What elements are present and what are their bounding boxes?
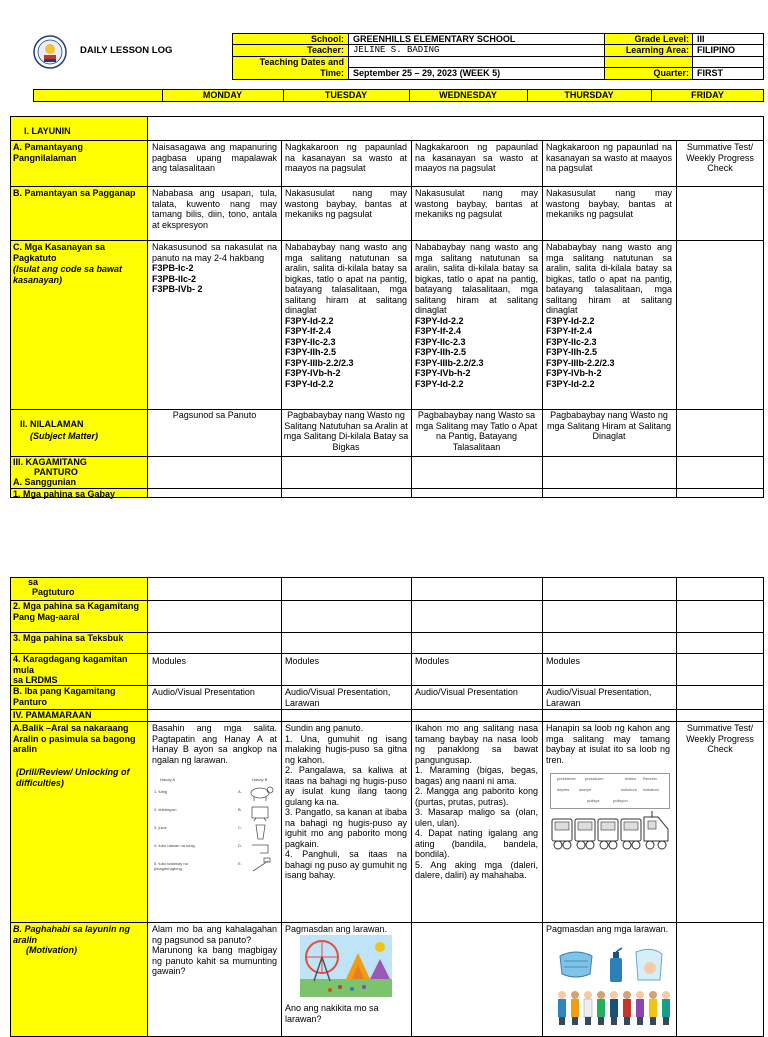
school-label: School: <box>311 34 344 44</box>
code-line: F3PY-IIIb-2.2/2.3 <box>546 357 615 368</box>
dates-label-line2: Time: <box>320 68 344 78</box>
row-iba-pang-label: B. Iba pang Kagamitang Panturo <box>13 686 116 707</box>
code-line: F3PY-Id-2.2 <box>546 378 595 389</box>
row-lrdms-label: 4. Karagdagang kagamitan mula sa LRDMS <box>13 654 128 685</box>
quarter-label: Quarter: <box>653 68 689 78</box>
word: kulkalum <box>643 787 659 792</box>
row-paghahabi-monday: Alam mo ba ang kahalagahan ng pagsunod sa panuto? Marunong ka bang magbigay ng panuto kahit sa mumunting gawain? <box>152 924 277 976</box>
row-c-monday-text: Nakasusunod sa nakasulat na panuto na may 2-4 hakbang <box>152 242 277 263</box>
row-c-monday <box>152 242 277 295</box>
code-line: F3PY-IIh-2.5 <box>415 347 467 357</box>
row-kagamitan-label-1: III. KAGAMITANG <box>13 457 87 467</box>
hanay-b-heading: Hanay B <box>252 777 268 782</box>
code-line: F3PY-IIh-2.5 <box>546 347 598 357</box>
code-line: F3PY-Id-2.2 <box>415 378 464 389</box>
row-lrdms-monday: Modules <box>152 656 187 666</box>
row-kagamitang-mag-aaral-label: 2. Mga pahina sa Kagamitang Pang Mag-aaral <box>13 601 140 622</box>
day-wednesday: WEDNESDAY <box>439 90 497 100</box>
quarter-value: FIRST <box>697 68 723 78</box>
people-picture <box>556 989 670 1025</box>
word: presidvum <box>585 776 604 781</box>
day-thursday: THURSDAY <box>564 90 614 100</box>
code-line: F3PY-If-2.4 <box>546 326 593 336</box>
row-c-wednesday <box>415 242 538 389</box>
row-a-friday: Summative Test/ Weekly Progress Check <box>686 142 754 173</box>
code-line: F3PY-If-2.4 <box>285 326 332 336</box>
code-line: F3PY-IVb-h-2 <box>415 368 471 378</box>
row-iba-pang-wednesday: Audio/Visual Presentation <box>415 687 518 697</box>
row-a-label: A. Pamantayang Pangnilalaman <box>13 142 84 163</box>
pipe-picture <box>252 845 268 853</box>
code-line: F3PY-Id-2.2 <box>546 315 595 326</box>
row-nilalaman-thursday: Pagbabaybay nang Wasto ng mga Salitang Hiram at Salitang Dinaglat <box>546 410 672 441</box>
dates-label-line1: Teaching Dates and <box>259 57 344 67</box>
row-a-thursday: Nagkakaroon ng papaunlad na kasanayan sa wasto at maayos na pagsulat <box>546 142 672 173</box>
word: pulisya <box>587 798 600 803</box>
row-iba-pang-monday: Audio/Visual Presentation <box>152 687 255 697</box>
row-gabay-label: 1. Mga pahina sa Gabay <box>13 489 116 499</box>
row-kagamitan-label-2: PANTURO <box>34 467 78 477</box>
code-line: F3PB-IIc-2 <box>152 273 197 284</box>
row-teksbuk-label: 3. Mga pahina sa Teksbuk <box>13 633 124 643</box>
matching-letter: A. <box>238 789 242 794</box>
hanay-a-heading: Hanay A <box>160 777 176 782</box>
carnival-picture <box>300 935 392 997</box>
row-balik-aral-monday: Basahin ang mga salita. Pagtapatin ang Hanay A at Hanay B ayon sa angkop na ngalan ng larawan. <box>152 723 277 765</box>
row-nilalaman-sub: (Subject Matter) <box>30 431 99 441</box>
matching-item: 1. tubig <box>154 789 168 794</box>
section-pamamaraan: IV. PAMAMARAAN <box>13 710 92 720</box>
row-c-tuesday-text: Nababaybay nang wasto ang mga salitang natutunan sa aralin, salita di-kilala batay sa bigkas, tatlo o apat na pantig, batayang talasalitaan, mga salitang hiram at salitang dinaglat <box>285 242 407 315</box>
day-monday: MONDAY <box>202 90 243 100</box>
document-title: DAILY LESSON LOG <box>80 45 173 56</box>
tool-picture <box>253 858 270 871</box>
matching-pictures <box>244 783 276 875</box>
tv-picture <box>252 807 268 821</box>
matching-item: 3. juice <box>154 825 167 830</box>
row-a-wednesday: Nagkakaroon ng papaunlad na kasanayan sa wasto at maayos na pagsulat <box>415 142 538 173</box>
word: Recrelo <box>643 776 657 781</box>
row-balik-aral-wednesday: Ikahon mo ang salitang nasa tamang baybay na nasa loob ng panaklong sa bawat pangungusap. 1. Maraming (bigas, begas, bagas) ang naani ni ama. 2. Mangga ang paborito kong (purtas, prutas, putras). 3. Masarap maligo sa (olan, ulen, ulan). 4. Dapat nating igalang ang ating (bandila, bandela, bondila). 5. Ang aking mga (daleri, dalere, daliri) ay mahahaba. <box>415 723 538 880</box>
row-gabay-cont-1: sa <box>28 577 39 587</box>
grade-label: Grade Level: <box>634 34 689 44</box>
row-c-thursday <box>546 242 672 389</box>
row-lrdms-tuesday: Modules <box>285 656 320 666</box>
matching-letter: E. <box>238 861 242 866</box>
row-gabay-cont-2: Pagtuturo <box>32 587 75 597</box>
header-info-grid <box>232 33 764 80</box>
row-paghahabi-label: B. Paghahabi sa layunin ng aralin <box>13 924 131 945</box>
row-b-thursday: Nakasusulat nang may wastong baybay, bantas at mekaniks ng pagsulat <box>546 188 672 219</box>
row-a-tuesday: Nagkakaroon ng papaunlad na kasanayan sa wasto at maayos na pagsulat <box>285 142 407 173</box>
row-c-thursday-text: Nababaybay nang wasto ang mga salitang natutunan sa aralin, salita di-kilala batay sa bigkas, tatlo o apat na pantig, batayang talasalitaan, mga salitang hiram at salitang dinaglat <box>546 242 672 315</box>
row-paghahabi-thursday: Pagmasdan ang mga larawan. <box>546 924 669 934</box>
row-nilalaman-wednesday: Pagbabaybay nang Wasto sa mga Salitang may Tatlo o Apat na Pantig, Batayang Talasalitaan <box>415 410 538 452</box>
deped-seal <box>33 35 67 69</box>
teacher-label: Teacher: <box>307 45 344 55</box>
row-balik-aral-thursday: Hanapin sa loob ng kahon ang mga salitang may tamang baybay at isulat ito sa loob ng tren. <box>546 723 670 765</box>
code-line: F3PY-IIh-2.5 <box>285 347 337 357</box>
day-friday: FRIDAY <box>691 90 724 100</box>
row-b-label: B. Pamantayan sa Pagganap <box>13 188 136 198</box>
matching-letter: B. <box>238 807 242 812</box>
glass-picture <box>256 825 265 839</box>
row-iba-pang-thursday: Audio/Visual Presentation, Larawan <box>546 687 652 708</box>
code-line: F3PY-IIIb-2.2/2.3 <box>285 357 354 368</box>
code-line: F3PY-IIIb-2.2/2.3 <box>415 357 484 368</box>
row-nilalaman-label: II. NILALAMAN <box>20 419 84 429</box>
row-balik-aral-label: A.Balik –Aral sa nakaraang Aralin o pasimula sa bagong aralin <box>13 723 136 754</box>
code-line: F3PB-IVb- 2 <box>152 284 203 294</box>
code-line: F3PY-Id-2.2 <box>285 315 334 326</box>
matching-letter: C. <box>238 825 242 830</box>
word: pulisyon <box>613 798 628 803</box>
teacher-value: JELINE S. BADING <box>353 45 440 55</box>
code-line: F3PY-IIc-2.3 <box>415 336 466 347</box>
row-c-label-sub: (Isulat ang code sa bawat kasanayan) <box>13 264 123 285</box>
matching-item: 2. telebisyon <box>154 807 177 812</box>
area-value: FILIPINO <box>697 45 735 55</box>
code-line: F3PY-If-2.4 <box>415 326 462 336</box>
matching-item: 4. tubo ulanan na tubig <box>154 843 195 848</box>
code-line: F3PY-IIc-2.3 <box>285 336 336 347</box>
train-illustration <box>550 811 672 853</box>
word: presidente <box>557 776 576 781</box>
matching-letter: D. <box>238 843 242 848</box>
section-layunin: I. LAYUNIN <box>24 126 71 136</box>
grade-value: III <box>697 34 705 44</box>
word: daerye <box>579 787 592 792</box>
dates-value: September 25 – 29, 2023 (WEEK 5) <box>353 68 501 78</box>
health-items-picture <box>556 946 666 986</box>
matching-item: 5. tubo kalamay na pinagdurugtong <box>154 861 188 871</box>
row-balik-aral-sub: (Drill/Review/ Unlocking of difficulties) <box>16 767 130 788</box>
code-line: F3PY-IVb-h-2 <box>285 368 341 378</box>
lesson-table-1 <box>10 116 764 498</box>
row-paghahabi-sub: (Motivation) <box>26 945 77 955</box>
row-lrdms-wednesday: Modules <box>415 656 450 666</box>
row-iba-pang-tuesday: Audio/Visual Presentation, Larawan <box>285 687 391 708</box>
row-paghahabi-tuesday: Pagmasdan ang larawan. <box>285 924 388 934</box>
days-row <box>33 89 764 102</box>
day-tuesday: TUESDAY <box>324 90 368 100</box>
row-balik-aral-friday: Summative Test/ Weekly Progress Check <box>686 723 754 754</box>
word: depres <box>557 787 570 792</box>
row-b-monday: Nababasa ang usapan, tula, talata, kuwento nang may tamang bilis, diin, tono, antala at ekspresyon <box>152 188 277 230</box>
row-paghahabi-tuesday-question: Ano ang nakikita mo sa larawan? <box>285 1003 379 1024</box>
row-nilalaman-monday: Pagsunod sa Panuto <box>172 410 257 420</box>
row-b-wednesday: Nakasusulat nang may wastong baybay, bantas at mekaniks ng pagsulat <box>415 188 538 219</box>
code-line: F3PB-Ic-2 <box>152 263 194 273</box>
code-line: F3PY-Id-2.2 <box>285 378 334 389</box>
row-c-wednesday-text: Nababaybay nang wasto ang mga salitang natutunan sa aralin, salita di-kilala batay sa bigkas, tatlo o apat na pantig, batayang talasalitaan, mga salitang hiram at salitang dinaglat <box>415 242 538 315</box>
lesson-table-2 <box>10 577 764 1037</box>
area-label: Learning Area: <box>625 45 689 55</box>
row-b-tuesday: Nakasusulat nang may wastong baybay, bantas at mekaniks ng pagsulat <box>285 188 407 219</box>
cow-picture <box>251 787 273 801</box>
row-kagamitan-label-3: A. Sanggunian <box>13 477 76 487</box>
row-lrdms-thursday: Modules <box>546 656 581 666</box>
word: doktor <box>625 776 637 781</box>
row-c-tuesday <box>285 242 407 389</box>
code-line: F3PY-IVb-h-2 <box>546 368 602 378</box>
word: kulkulum <box>621 787 637 792</box>
school-value: GREENHILLS ELEMENTARY SCHOOL <box>353 34 516 44</box>
row-a-monday: Naisasagawa ang mapanuring pagbasa upang mapalawak ang talasalitaan <box>152 142 277 173</box>
row-balik-aral-tuesday: Sundin ang panuto. 1. Una, gumuhit ng isang malaking hugis-puso sa gitna ng kahon. 2. Pangalawa, sa kaliwa at itaas na bahagi ng hugis-puso ay isulat kung ilang taong gulang ka na. 3. Pangatlo, sa kanan at ibaba na bahagi ng hugis-puso ay iguhit mo ang paborito mong pagkain. 4. Panghuli, sa itaas na bahagi ng puso ay gumuhit ng isang bahay. <box>285 723 407 880</box>
code-line: F3PY-IIc-2.3 <box>546 336 597 347</box>
row-c-label: C. Mga Kasanayan sa Pagkatuto <box>13 242 106 263</box>
row-nilalaman-tuesday: Pagbabaybay nang Wasto ng Salitang Natutuhan sa Aralin at mga Salitang Di-kilala Batay sa Bigkas <box>283 410 409 452</box>
matching-worksheet <box>152 777 278 877</box>
word-box <box>550 773 670 809</box>
code-line: F3PY-Id-2.2 <box>415 315 464 326</box>
